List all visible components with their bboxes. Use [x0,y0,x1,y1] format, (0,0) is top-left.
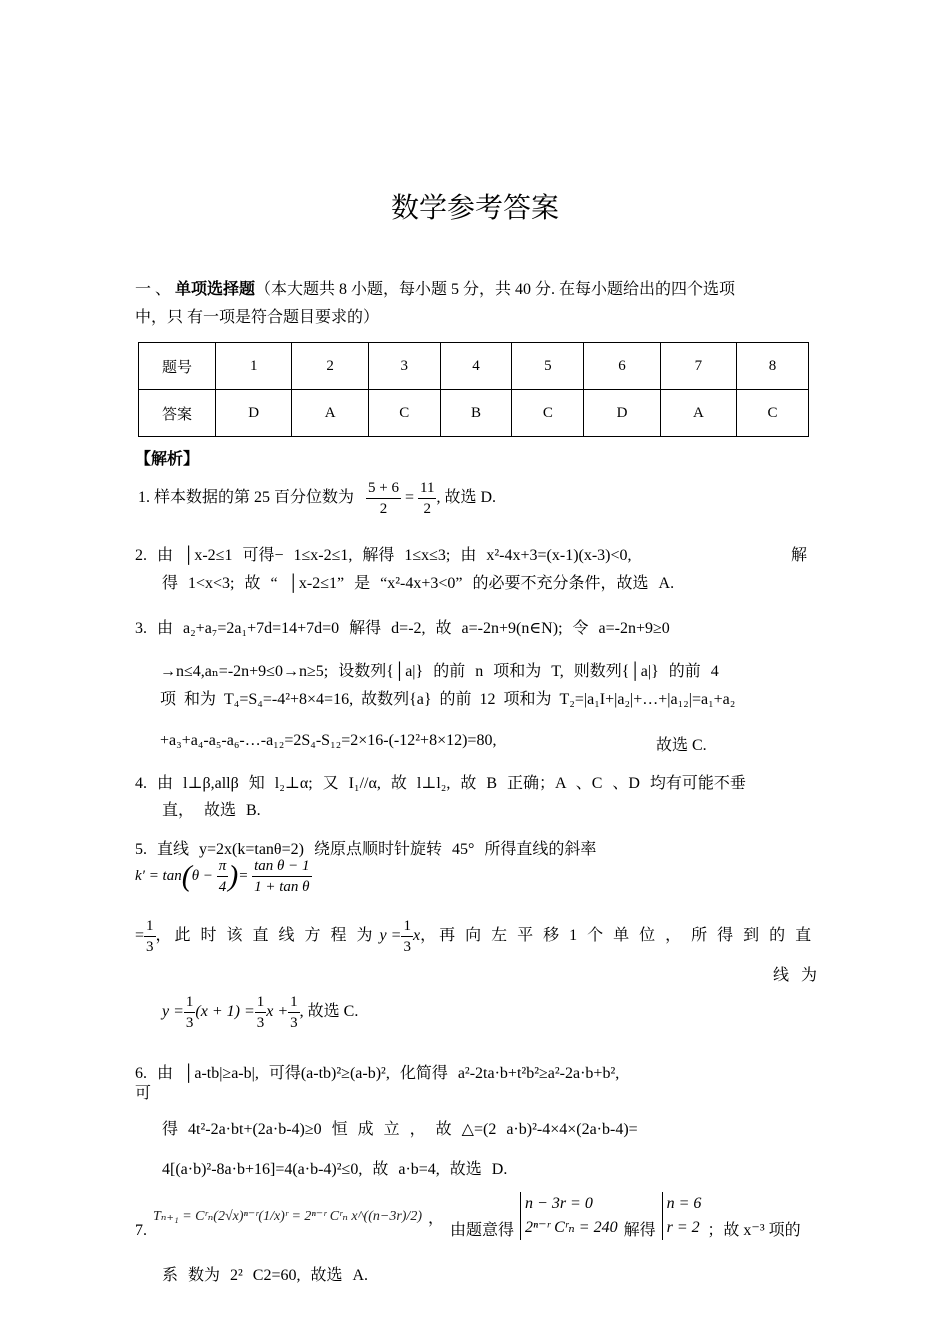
denominator: 1 + tan θ [254,879,310,895]
question-number: 6 [584,343,660,390]
q7-general-term: Tₙ₊₁ = Cʳₙ(2√x)ⁿ⁻ʳ(1/x)ʳ = 2ⁿ⁻ʳ Cʳₙ x^((n−3r)/2) [153,1208,422,1224]
fraction [418,478,436,519]
question-number: 7 [660,343,736,390]
question-number: 3 [368,343,440,390]
q7-given-label: 由题意得 [450,1222,515,1239]
row-label: 答案 [139,390,216,437]
page-title: 数学参考答案 [390,193,559,224]
q7-equation-system [520,1192,618,1240]
q7-number: 7. [135,1222,147,1239]
q5-text: ，此 时 该 直 线 方 程 为 [155,927,376,945]
denominator: 3 [403,939,411,955]
q5-line1: 5. 直线 y=2x(k=tanθ=2) 绕原点顺时针旋转 45° 所得直线的斜率 [135,841,597,858]
table-row [139,343,809,390]
formula-part: k′ = tan [135,867,182,884]
q4-line1: 4. 由 l⊥β,allβ 知 l₂⊥α; 又 I₁//α, 故 l⊥l₂, 故 B 正确；A 、C 、D 均有可能不垂 [135,775,746,792]
formula-part: x [412,927,421,945]
q3-line4: +a₃+a₄-a₅-a₆-…-a₁₂=2S₄-S₁₂=2×16-(-12²+8×12)=80, [160,732,497,749]
question-number: 2 [292,343,368,390]
equals: = [135,927,145,945]
numerator: 1 [255,992,267,1013]
brace [662,1192,702,1240]
formula-part: y = [162,1003,184,1021]
section-instructions-line2: 中，只 有一项是符合题目要求的） [135,309,380,326]
q3-line1: 3. 由 a₂+a₇=2a₁+7d=14+7d=0 解得 d=-2, 故 a=-2n+9(n∈N); 令 a=-2n+9≥0 [135,620,670,637]
denominator: 3 [290,1015,298,1031]
equation: n − 3r = 0 [525,1195,593,1212]
q7-line1 [135,1192,801,1240]
fraction [366,478,401,519]
question-number: 1 [216,343,292,390]
answer-table [138,342,809,437]
table-row [139,390,809,437]
q6-line1: 6. 由 │a-tb|≥a-b|, 可得(a-tb)²≥(a-b)², 化简得 a²-2ta·b+t²b²≥a²-2a·b+b², [135,1065,620,1082]
section-number: 一 、 [135,281,172,298]
q1-tail: , 故选 D. [436,489,497,507]
section-instructions: （本大题共 8 小题，每小题 5 分，共 40 分. 在每小题给出的四个选项 [255,281,736,298]
fraction [144,916,156,957]
denominator: 3 [256,1015,265,1031]
answer-cell: A [660,390,736,437]
numerator: 5 + 6 [366,478,401,499]
q3-line3: 项 和为 T₄=S₄=-4²+8×4=16, 故数列{a} 的前 12 项和为 T₂=|a₁I+|a₂|+…+|a₁₂|=a₁+a₂ [160,691,736,708]
q1-text: 1. 样本数据的第 25 百分位数为 [138,489,355,507]
numerator: 1 [288,992,300,1013]
denominator: 3 [185,1015,194,1031]
answer-cell: D [216,390,292,437]
denominator: 2 [423,501,431,517]
q2-line1-end: 解 [791,547,808,564]
numerator: π [217,856,229,877]
fraction [184,992,196,1033]
q5-line4: 线 为 [773,967,822,984]
question-number: 8 [737,343,809,390]
q7-solve-label: 解得 [623,1222,656,1239]
section-title: 单项选择题 [175,281,256,298]
q5-tail: , 故选 C. [299,1003,359,1021]
equation: r = 2 [666,1219,700,1236]
answer-cell: C [368,390,440,437]
q7-tail: ；故 x⁻³ 项的 [707,1222,801,1239]
q6-line3: 4[(a·b)²-8a·b+16]=4(a·b-4)²≤0, 故 a·b=4, 故选 D. [162,1161,508,1178]
q5-line3 [135,916,814,957]
formula-part: y = [379,927,402,945]
question-number: 5 [512,343,584,390]
fraction [255,992,267,1033]
fraction [252,856,311,897]
equals: = [238,867,249,884]
equals: = [404,489,415,507]
q3-line4-end: 故选 C. [656,737,707,754]
brace [520,1192,618,1240]
equation: 2ⁿ⁻ʳ Cʳₙ = 240 [525,1219,618,1236]
equation: n = 6 [666,1195,702,1212]
denominator: 4 [218,879,227,895]
numerator: 1 [401,916,413,937]
q2-line1: 2. 由 │x-2≤1 可得− 1≤x-2≤1, 解得 1≤x≤3; 由 x²-4x+3=(x-1)(x-3)<0, [135,547,632,564]
denominator: 3 [146,939,154,955]
fraction [217,856,229,897]
section-heading [135,276,735,299]
answer-cell: A [292,390,368,437]
formula-part: θ − [191,867,213,884]
numerator: 1 [184,992,196,1013]
q2-line2: 得 1<x<3; 故 “ │x-2≤1” 是 “x²-4x+3<0” 的必要不充分条件，故选 A. [162,575,675,592]
numerator: 1 [144,916,156,937]
q5-final-equation [162,992,358,1033]
question-number: 4 [440,343,512,390]
numerator: 11 [418,478,436,499]
q7-line2: 系 数为 2² C2=60, 故选 A. [162,1267,369,1284]
answer-cell: B [440,390,512,437]
answer-cell: D [584,390,660,437]
formula-part: x + [266,1003,289,1021]
numerator: tan θ − 1 [252,856,311,877]
q6-line1b: 可 [135,1085,152,1102]
row-label: 题号 [139,343,216,390]
fraction [288,992,300,1033]
q7-comma: ， [428,1209,445,1227]
answer-cell: C [737,390,809,437]
q3-line2: →n≤4,aₙ=-2n+9≤0→n≥5; 设数列{│a|} 的前 n 项和为 T, 则数列{│a|} 的前 4 [160,663,719,680]
answer-cell: C [512,390,584,437]
q5-slope-formula: k′ = tan(θ − $\frac{\pi}{4}$ )= $\frac{\text{tan θ − 1}}{\text{1 + tan θ}}$ [135,858,310,895]
q6-line2: 得 4t²-2a·bt+(2a·b-4)≥0 恒 成 立 ， 故 △=(2 a·b)²-4×4×(2a·b-4)= [162,1121,638,1138]
denominator: 2 [379,501,388,517]
q5-text: ，再 向 左 平 移 1 个 单 位 ， 所 得 到 的 直 [420,927,815,945]
formula-part: (x + 1) = [195,1003,255,1021]
fraction [401,916,413,957]
analysis-heading: 【解析】 [135,451,200,468]
q4-line2: 直， 故选 B. [162,802,261,819]
q1-solution [138,478,496,519]
q7-solution-system [662,1192,702,1240]
